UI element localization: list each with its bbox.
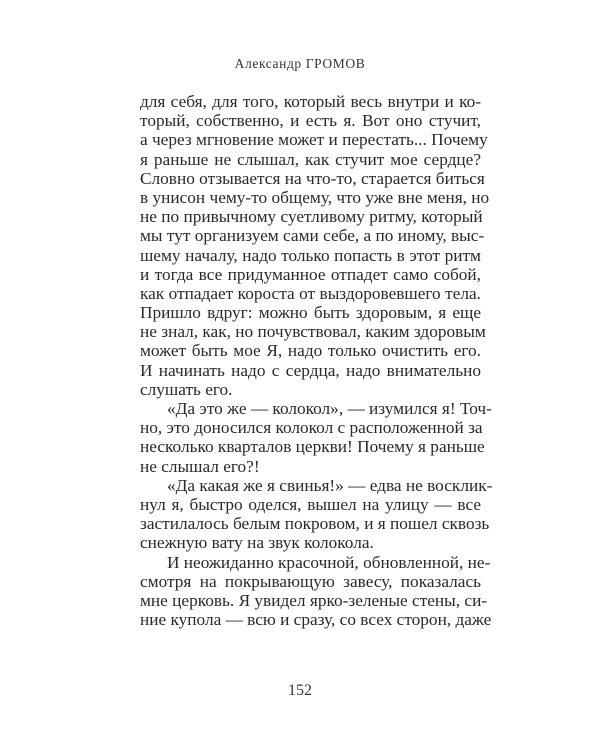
text-line: Пришло вдруг: можно быть здоровым, я еще [140, 303, 481, 323]
text-line: не знал, как, но почувствовал, каким здоровым [140, 322, 486, 342]
body-text [140, 92, 493, 630]
text-line: И неожиданно красочной, обновленной, не- [167, 552, 491, 572]
text-line: И начинать надо с сердца, надо внимательно [140, 360, 481, 380]
text-line: я раньше не слышал, как стучит мое сердце? [140, 149, 481, 169]
text-line: смотря на покрывающую завесу, показалась [140, 571, 481, 591]
text-line: шему началу, надо только попасть в этот ритм [140, 245, 481, 265]
text-line: мне церковь. Я увидел ярко-зеленые стены, си- [140, 590, 488, 610]
text-line: Словно отзывается на что-то, старается биться [140, 168, 485, 188]
text-line: в унисон чему-то общему, что уже вне меня, но [140, 187, 490, 207]
text-line: и тогда все придуманное отпадет само собой, [140, 264, 481, 284]
text-line: не слышал его?! [140, 456, 260, 476]
text-line: несколько кварталов церкви! Почему я раньше [140, 437, 485, 457]
text-line: как отпадает короста от выздоровевшего тела. [140, 283, 481, 303]
text-line: застилалось белым покровом, и я пошел сквозь [140, 514, 490, 534]
text-line: торый, собственно, и есть я. Вот оно стучит, [140, 111, 481, 131]
text-line: слушать его. [140, 379, 233, 399]
text-line: снежную вату на звук колокола. [140, 533, 374, 553]
text-line: не по привычному суетливому ритму, который [140, 207, 483, 227]
text-line: для себя, для того, который весь внутри и ко- [140, 92, 481, 111]
text-line: мы тут организуем сами себе, а по иному, выс- [140, 226, 485, 246]
running-head: Александр ГРОМОВ [234, 56, 366, 71]
text-line: нул я, быстро оделся, вышел на улицу — все [140, 494, 481, 514]
text-line: «Да какая же я свинья!» — едва не восклик- [167, 475, 493, 495]
page-number: 152 [288, 682, 312, 699]
text-line: «Да это же — колокол», — изумился я! Точ- [167, 399, 492, 418]
text-line: а через мгновение может и перестать... Почему [140, 130, 488, 150]
text-line: но, это доносился колокол с расположенной за [140, 418, 483, 438]
text-line: ние купола — всю и сразу, со всех сторон, даже [140, 610, 492, 630]
text-line: может быть мое Я, надо только очистить его. [140, 341, 481, 361]
